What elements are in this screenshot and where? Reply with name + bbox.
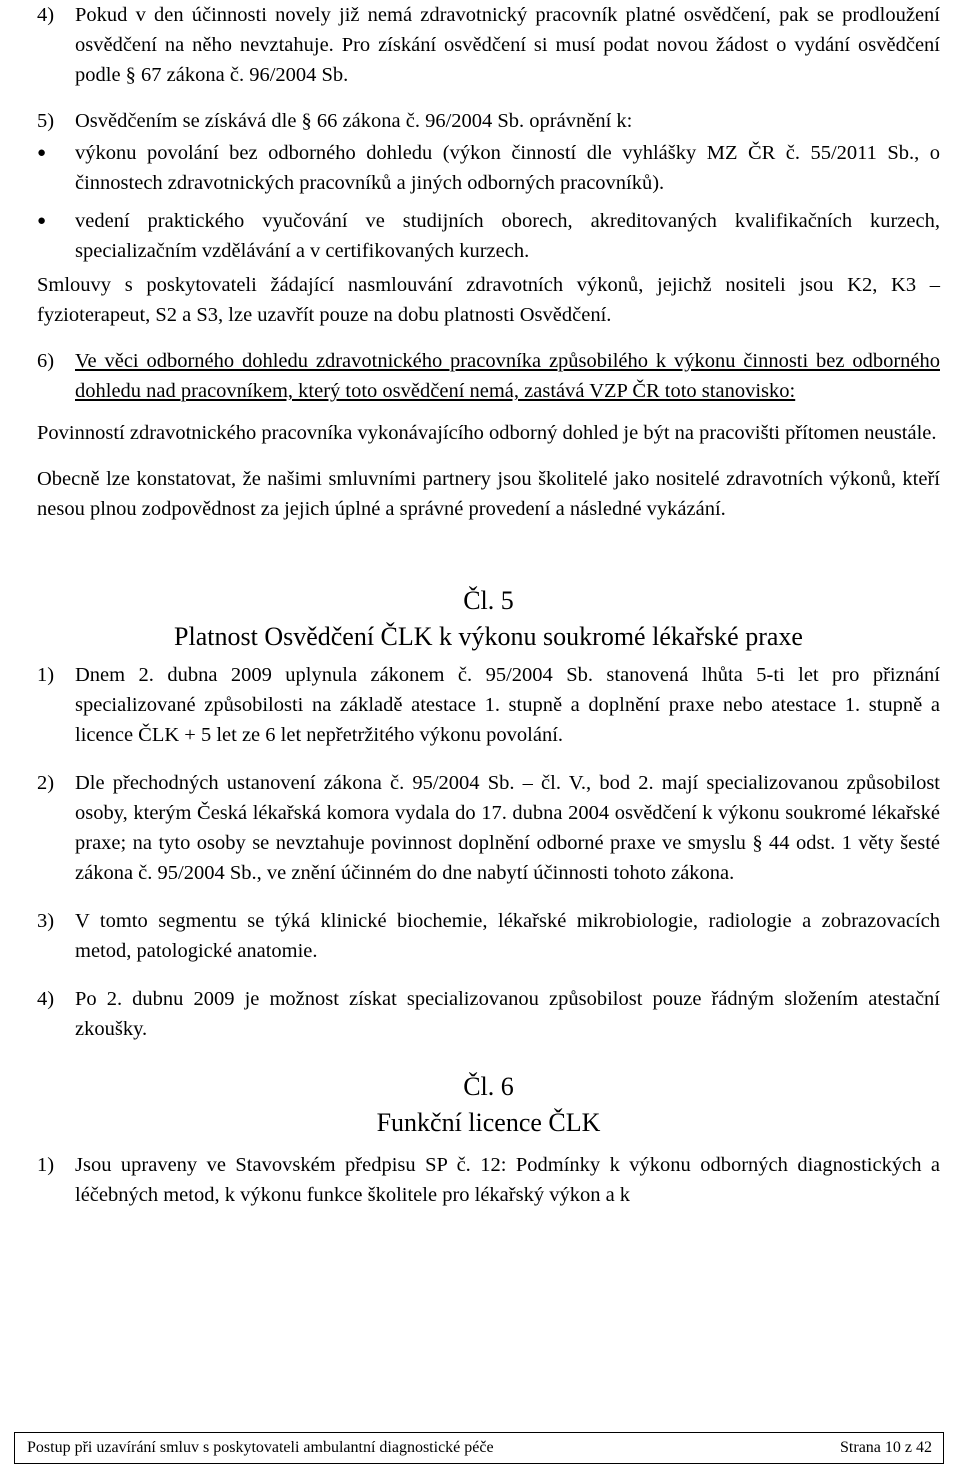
article-5-item <box>37 660 940 750</box>
paragraph-4 <box>37 0 940 90</box>
footer-title: Postup při uzavírání smluv s poskytovateli ambulantní diagnostické péče <box>27 1439 494 1456</box>
article-5-title: Platnost Osvědčení ČLK k výkonu soukromé lékařské praxe <box>174 622 803 651</box>
item-text: Dle přechodných ustanovení zákona č. 95/2004 Sb. – čl. V., bod 2. mají specializovanou způsobilost osoby, kterým Česká lékařská komora vydala do 17. dubna 2004 osvědčení k výkonu soukromé lékařské praxe; na tyto osoby se nevztahuje povinnost doplnění odborné praxe ve smyslu § 44 odst. 1 věty šesté zákona č. 95/2004 Sb., ve znění účinném do dne nabytí účinnosti tohoto zákona. <box>75 772 940 884</box>
bullet-icon: ● <box>37 213 47 229</box>
item-number: 1) <box>37 1154 55 1176</box>
page-number: Strana 10 z 42 <box>840 1439 932 1456</box>
paragraph-6 <box>37 346 940 406</box>
item-text: Jsou upraveny ve Stavovském předpisu SP č. 12: Podmínky k výkonu odborných diagnostických a léčebných metod, k výkonu funkce školitele pro lékařský výkon a k <box>75 1154 940 1206</box>
item-text: Pokud v den účinnosti novely již nemá zdravotnický pracovník platné osvědčení, pak se prodloužení osvědčení na něho nevztahuje. Pro získání osvědčení si musí podat novou žádost o vydání osvědčení podle § 67 zákona č. 96/2004 Sb. <box>75 4 940 86</box>
item-text: Ve věci odborného dohledu zdravotnického pracovníka způsobilého k výkonu činnosti bez odborného dohledu nad pracovníkem, který toto osvědčení nemá, zastává VZP ČR toto stanovisko: <box>75 350 940 402</box>
general-paragraph: Obecně lze konstatovat, že našimi smluvními partnery jsou školitelé jako nositelé zdravotních výkonů, kteří nesou plnou zodpovědnost za jejich úplné a správné provedení a následné vykázání. <box>37 468 940 520</box>
article-5-item <box>37 984 940 1044</box>
item-text: Osvědčením se získává dle § 66 zákona č. 96/2004 Sb. oprávnění k: <box>75 110 633 132</box>
article-6-title: Funkční licence ČLK <box>376 1108 601 1137</box>
contracts-paragraph: Smlouvy s poskytovateli žádající nasmlouvání zdravotních výkonů, jejichž nositeli jsou K2, K3 – fyzioterapeut, S2 a S3, lze uzavřít pouze na dobu platnosti Osvědčení. <box>37 274 940 326</box>
article-5-item <box>37 906 940 966</box>
item-number: 5) <box>37 110 55 132</box>
item-number: 2) <box>37 772 55 794</box>
page-content <box>37 0 940 1210</box>
bullet-text: výkonu povolání bez odborného dohledu (výkon činností dle vyhlášky MZ ČR č. 55/2011 Sb., o činnostech zdravotnických pracovníků a jiných odborných pracovníků). <box>75 142 940 194</box>
item-number: 3) <box>37 910 55 932</box>
article-5-item <box>37 768 940 888</box>
bullet-list <box>37 138 940 266</box>
bullet-text: vedení praktického vyučování ve studijních oborech, akreditovaných kvalifikačních kurzech, specializačním vzdělávání a v certifikovaných kurzech. <box>75 210 940 262</box>
item-text: V tomto segmentu se týká klinické biochemie, lékařské mikrobiologie, radiologie a zobrazovacích metod, patologické anatomie. <box>75 910 940 962</box>
item-number: 4) <box>37 988 55 1010</box>
item-number: 4) <box>37 4 55 26</box>
item-number: 6) <box>37 350 55 372</box>
item-number: 1) <box>37 664 55 686</box>
item-text: Po 2. dubnu 2009 je možnost získat specializovanou způsobilost pouze řádným složením atestační zkoušky. <box>75 988 940 1040</box>
bullet-item <box>37 206 940 266</box>
page-footer <box>14 1432 944 1464</box>
article-5-heading: Čl. 5 <box>463 586 514 615</box>
item-text: Dnem 2. dubna 2009 uplynula zákonem č. 95/2004 Sb. stanovená lhůta 5-ti let pro přiznání specializované způsobilosti na základě atestace 1. stupně a doplnění praxe nebo atestace 1. stupně a licence ČLK + 5 let ze 6 let nepřetržitého výkonu povolání. <box>75 664 940 746</box>
paragraph-5 <box>37 106 940 136</box>
article-6-item <box>37 1150 940 1210</box>
article-6-heading: Čl. 6 <box>463 1072 514 1101</box>
duty-paragraph: Povinností zdravotnického pracovníka vykonávajícího odborný dohled je být na pracovišti přítomen neustále. <box>37 422 937 444</box>
bullet-item <box>37 138 940 198</box>
bullet-icon: ● <box>37 145 47 161</box>
